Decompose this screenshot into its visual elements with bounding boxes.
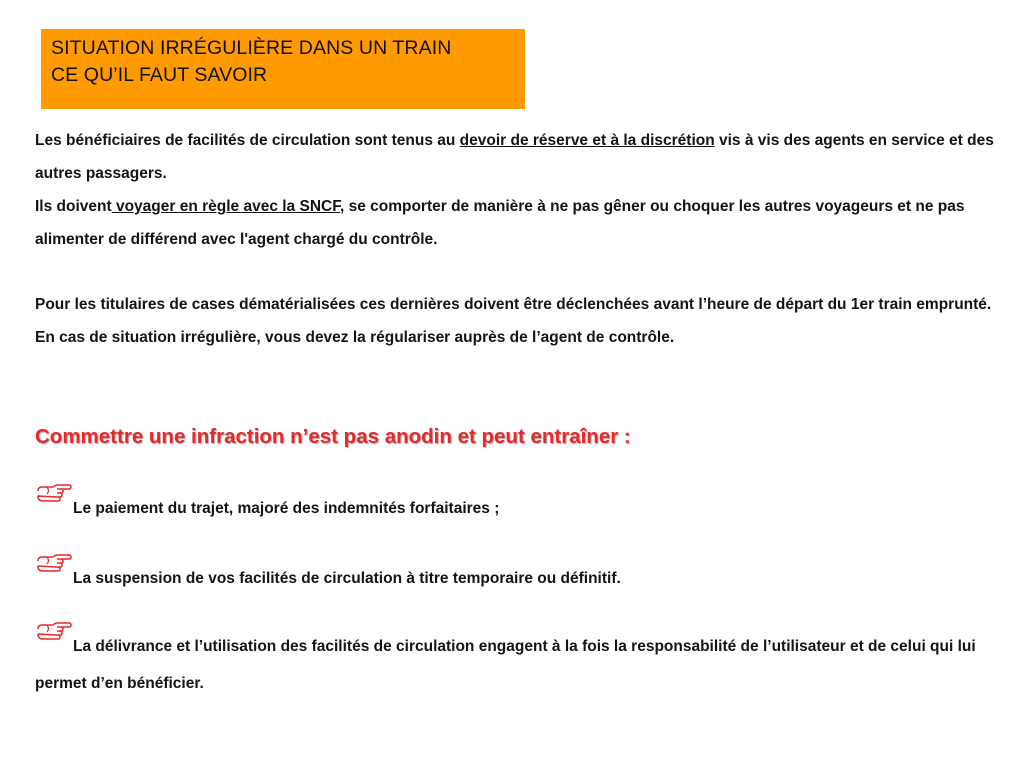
- warning-heading: Commettre une infraction n’est pas anodin et peut entraîner :: [35, 425, 631, 448]
- paragraph-obligations: [35, 124, 995, 256]
- bullet-text: La suspension de vos facilités de circulation à titre temporaire ou définitif.: [73, 570, 621, 587]
- title-line-1: SITUATION IRRÉGULIÈRE DANS UN TRAIN: [51, 37, 452, 59]
- bullet-item: [35, 490, 985, 527]
- reserve-duty-underlined: devoir de réserve et à la discrétion: [459, 132, 715, 149]
- bullet-item: [35, 628, 985, 702]
- bullet-text: La délivrance et l’utilisation des facilités de circulation engagent à la fois la responsabilité de l’utilisateur et de celui qui lui permet d’en bénéficier.: [35, 638, 976, 692]
- pointing-hand-icon: [35, 482, 73, 504]
- dematerialized-text: Pour les titulaires de cases dématérialisées ces dernières doivent être déclenchées avant l’heure de départ du 1er train emprunté.: [35, 296, 992, 313]
- obligations-text-3: Ils doivent: [35, 198, 112, 215]
- title-line-2: CE QU’IL FAUT SAVOIR: [51, 64, 268, 86]
- bullet-text: Le paiement du trajet, majoré des indemnités forfaitaires ;: [73, 500, 500, 517]
- obligations-text-1: Les bénéficiaires de facilités de circulation sont tenus au: [35, 132, 460, 149]
- obligations-text-4: , se comporter de manière à ne pas gêner ou choquer les autres voyageurs et ne pas alimenter de différend avec l'agent chargé du contrôle.: [35, 198, 965, 248]
- paragraph-dematerialized: [35, 288, 995, 354]
- pointing-hand-icon: [35, 552, 73, 574]
- title-banner: [41, 29, 525, 109]
- pointing-hand-icon: [35, 620, 73, 642]
- bullet-item: [35, 560, 985, 597]
- travel-rule-underlined: voyager en règle avec la SNCF: [111, 198, 340, 215]
- regularize-text: En cas de situation irrégulière, vous devez la régulariser auprès de l’agent de contrôle.: [35, 329, 675, 346]
- obligations-text-2: vis à vis des agents en service et des autres passagers.: [35, 132, 994, 182]
